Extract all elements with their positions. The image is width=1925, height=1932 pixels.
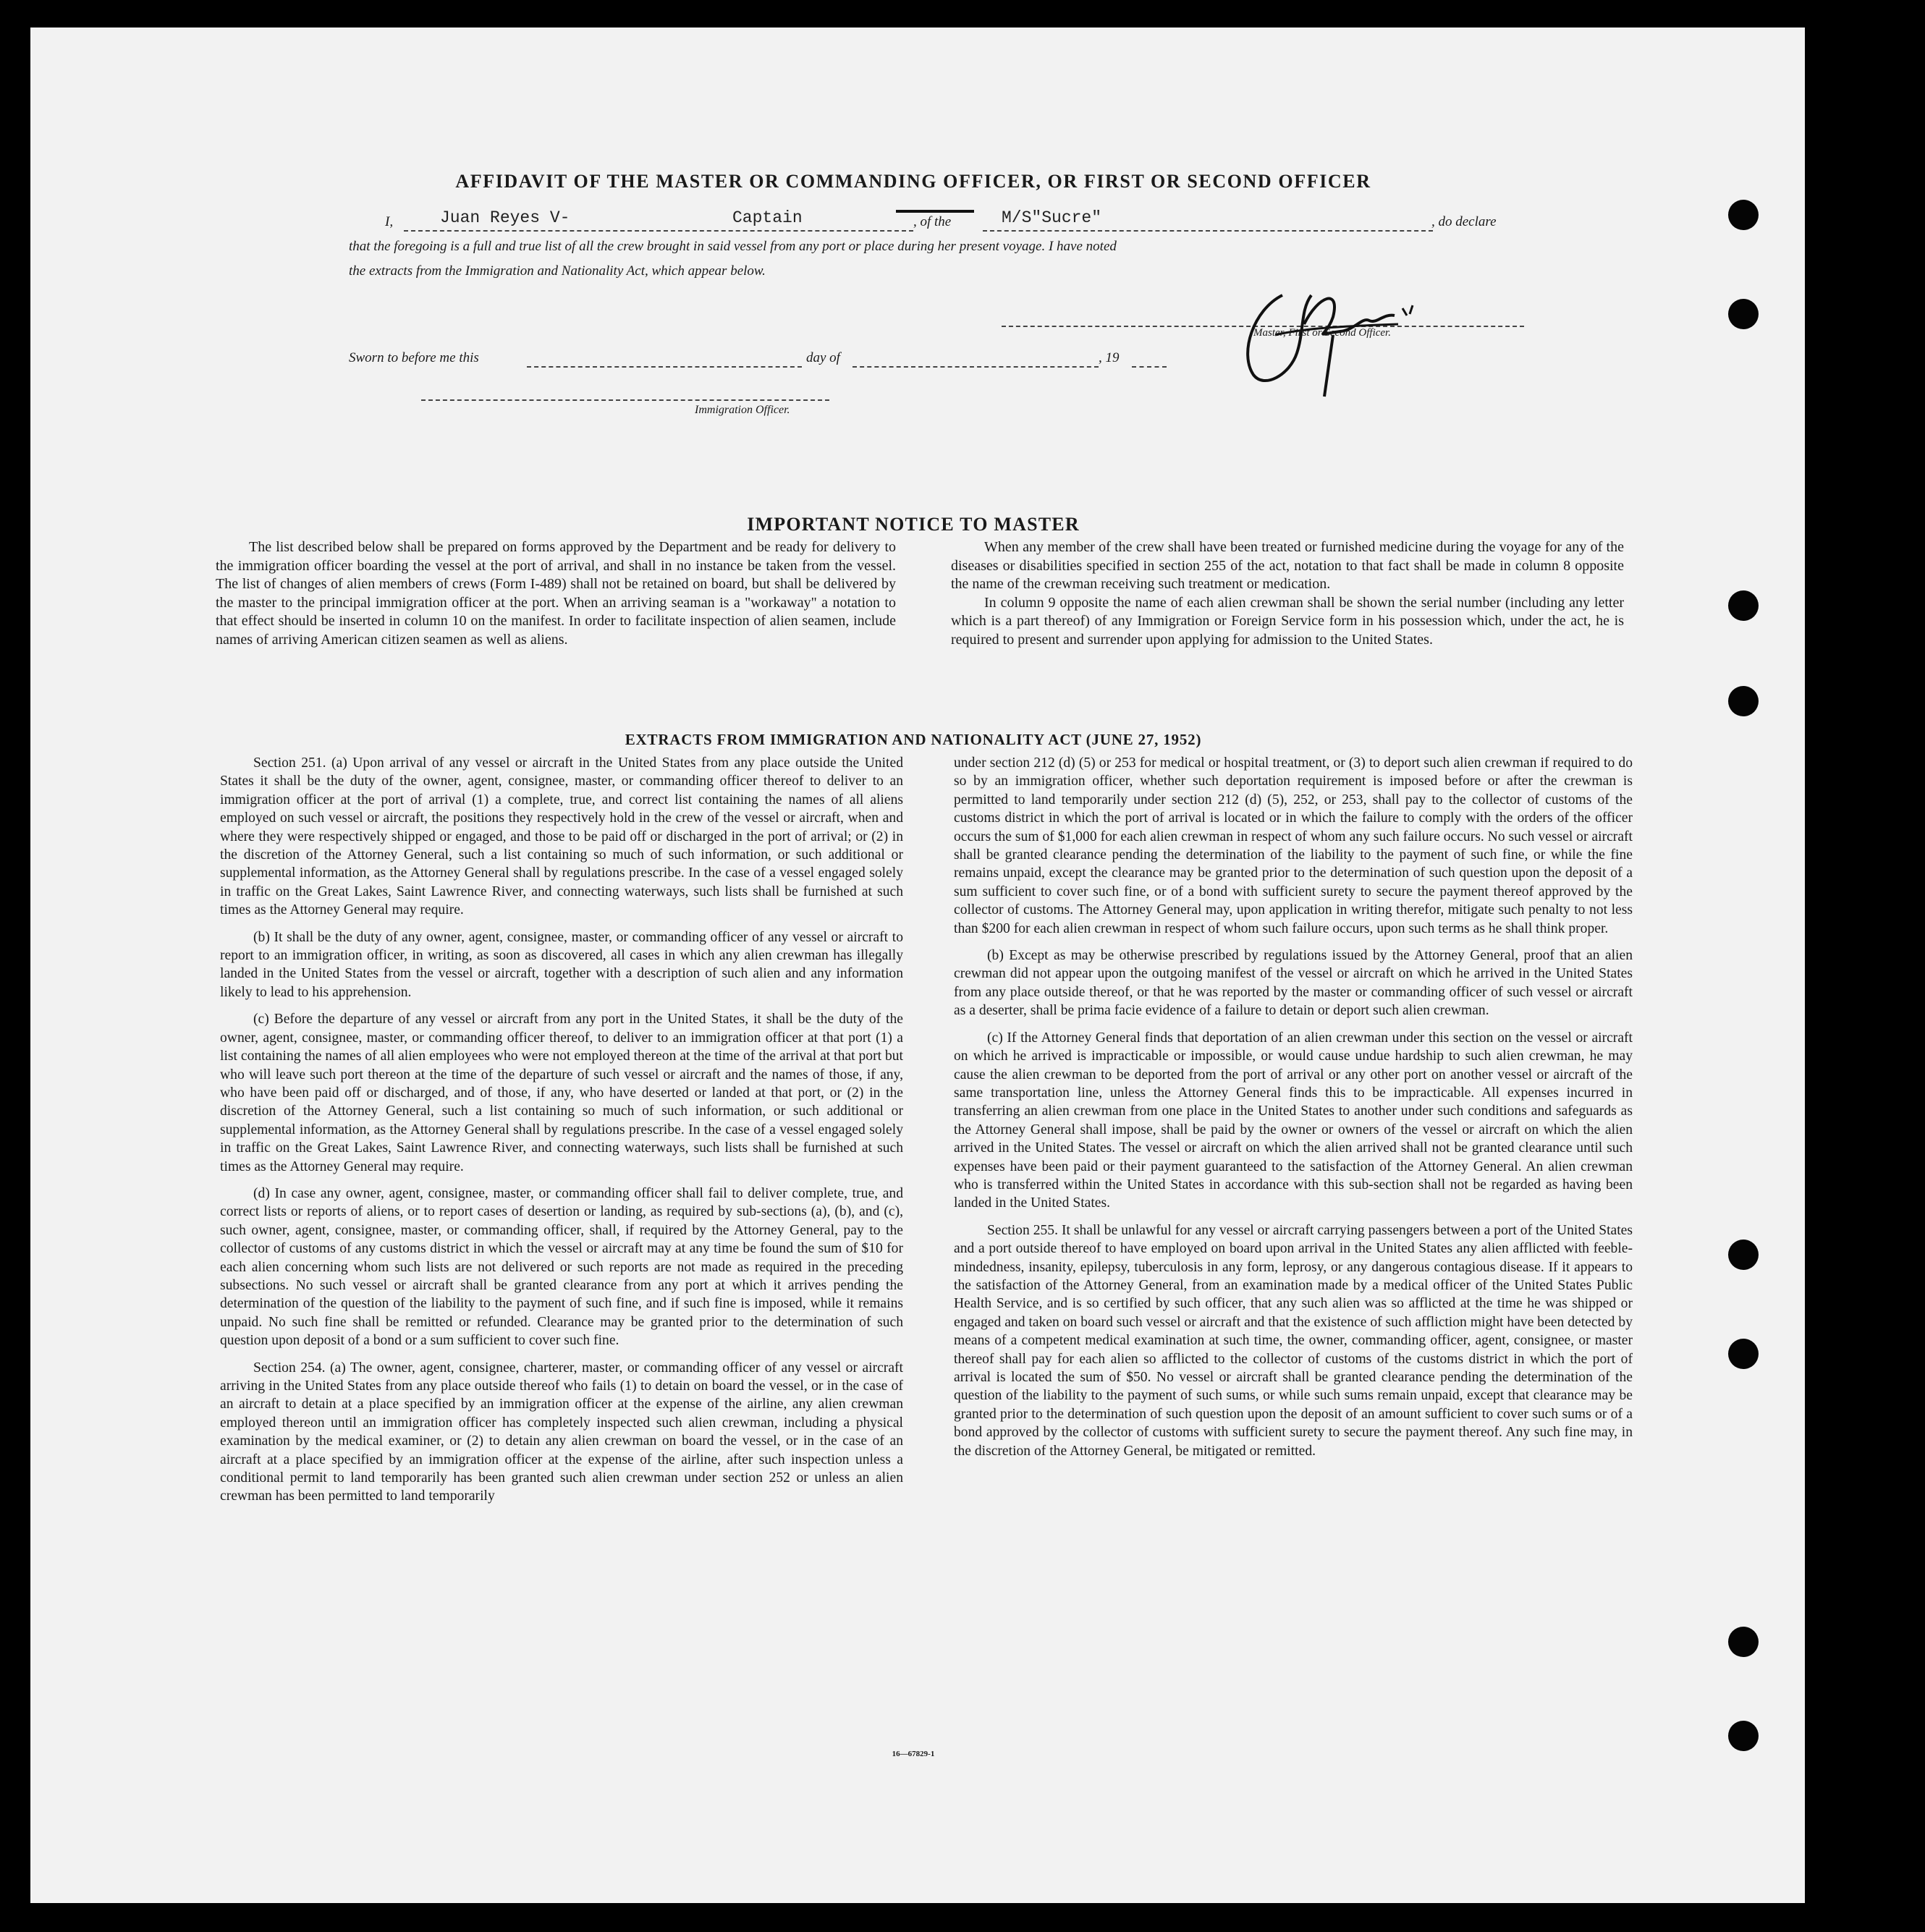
master-rank: Captain bbox=[732, 208, 803, 227]
notice-left-paragraph: The list described below shall be prepared on forms approved by the Department and be ready for delivery to the immigration officer boarding the vessel at the port of arrival, and shall in no instance be taken from the vessel. The list of changes of alien members of crews (Form I-489) shall not be retained on board, but shall be delivered by the master to the principal immigration officer at the port. When an arriving seaman is a "workaway" a notation to that effect should be inserted in column 10 on the manifest. In order to facilitate inspection of alien seamen, include names of arriving American citizen seamen as well as aliens. bbox=[216, 539, 896, 648]
notice-right-paragraph-2: In column 9 opposite the name of each alien crewman shall be shown the serial number (including any letter which is a part thereof) of any Immigration or Foreign Service form in his possession which, under the act, he is required to present and surrender upon applying for admission to the United States. bbox=[951, 594, 1624, 648]
sworn-day-blank bbox=[527, 366, 802, 368]
punch-hole bbox=[1728, 200, 1759, 230]
declaration-line-2: that the foregoing is a full and true list of all the crew brought in said vessel from any port or place during her present voyage. I have noted bbox=[349, 239, 1117, 254]
title-rule bbox=[896, 210, 974, 213]
section-254-b: (b) Except as may be otherwise prescribed by regulations issued by the Attorney General, proof that an alien crewman did not appear upon the outgoing manifest of the vessel or aircraft on which he arrived in the United States from any place outside thereof, or that he was reported by the master or commanding officer of such vessel or aircraft as a deserter, shall be prima facie evidence of a failure to detain or deport such alien crewman. bbox=[954, 948, 1633, 1019]
punch-hole bbox=[1728, 686, 1759, 716]
vessel-blank bbox=[983, 230, 1433, 232]
document-page bbox=[30, 27, 1805, 1903]
section-254-a: Section 254. (a) The owner, agent, consignee, charterer, master, or commanding officer of any vessel or aircraft arriving in the United States from any place outside thereof who fails (1) to detain on board the vessel, or in the case of an aircraft to detain at a place specified by an immigration officer at the expense of the airline, any alien crewman employed thereon until an immigration officer has completely inspected such alien crewman, including a physical examination by the medical examiner, or (2) to detain any alien crewman on board the vessel, or in the case of an aircraft at a place specified by an immigration officer at the expense of the airline, after such inspection unless a conditional permit to land temporarily has been granted such alien crewman under section 252 or unless an alien crewman has been permitted to land temporarily bbox=[220, 1360, 903, 1504]
notice-right-paragraph-1: When any member of the crew shall have been treated or furnished medicine during the voyage for any of the diseases or disabilities specified in section 255 of the act, notation to that fact shall be made in column 8 opposite the name of the crewman receiving such treatment or medication. bbox=[951, 539, 1624, 592]
notice-left-column bbox=[216, 538, 896, 649]
section-251-b: (b) It shall be the duty of any owner, agent, consignee, master, or commanding officer of any vessel or aircraft to report to an immigration officer, in writing, as soon as discovered, all cases in which any alien crewman has illegally landed in the United States from the vessel or aircraft, together with a description of such alien and any information likely to lead to his apprehension. bbox=[220, 929, 903, 1000]
of-the-label: , of the bbox=[913, 214, 952, 229]
section-251-a: Section 251. (a) Upon arrival of any vessel or aircraft in the United States from any place outside the United States it shall be the duty of the owner, agent, consignee, master, or commanding officer thereof to deliver to an immigration officer at the port of arrival (1) a complete, true, and correct list containing the names of all aliens employed on such vessel or aircraft, the positions they respectively hold in the crew of the vessel or aircraft, when and where they were respectively shipped or engaged, and those to be paid off or discharged in the port of arrival; or (2) in the discretion of the Attorney General, such a list containing so much of such information, or such additional or supplemental information, as the Attorney General shall by regulations prescribe. In the case of a vessel engaged solely in traffic on the Great Lakes, Saint Lawrence River, and connecting waterways, such lists shall be furnished at such times as the Attorney General may require. bbox=[220, 755, 903, 918]
section-254-a-continued: under section 212 (d) (5) or 253 for medical or hospital treatment, or (3) to deport such alien crewman if required to do so by an immigration officer, whether such deportation requirement is imposed before or after the crewman is permitted to land temporarily under section 212 (d) (5), 252, or 253, shall pay to the collector of customs of the customs district in which the port of arrival is located or in which the failure to comply with the orders of the officer occurs the sum of $1,000 for each alien crewman in respect of whom any such failure occurs. No such vessel or aircraft shall be granted clearance pending the determination of the liability to the payment of such fine, or while the fine remains unpaid, except the clearance may be granted prior to the determination of such question upon the deposit of a sum sufficient to cover such fine, or of a bond with sufficient surety to secure the payment thereof approved by the collector of customs. The Attorney General may, upon application in writing therefor, mitigate such penalty to not less than $200 for each alien crewman in respect of whom such failure occurs, upon such terms as he shall think proper. bbox=[954, 755, 1633, 936]
notice-right-column bbox=[951, 538, 1624, 649]
i-label: I, bbox=[385, 214, 394, 229]
section-251-c: (c) Before the departure of any vessel or aircraft from any port in the United States, it shall be the duty of the owner, agent, consignee, master, or commanding officer thereof, to deliver to an immigration officer at that port (1) a list containing the names of all alien employees who were not employed thereon at the time of the arrival at that port but who will leave such port thereon at the time of the departure of such vessel or aircraft and the names of those, if any, who have been paid off or discharged, and of those, if any, who have deserted or landed at that port, or (2) in the discretion of the Attorney General, such a list containing so much of such information, or such additional or supplemental information, as the Attorney General shall by regulations prescribe. In the case of a vessel engaged solely in traffic on the Great Lakes, Saint Lawrence River, and connecting waterways, such lists shall be furnished at such times as the Attorney General may require. bbox=[220, 1012, 903, 1174]
punch-hole bbox=[1728, 1339, 1759, 1369]
extracts-left-column bbox=[220, 754, 903, 1506]
extracts-title: EXTRACTS FROM IMMIGRATION AND NATIONALITY ACT (JUNE 27, 1952) bbox=[625, 731, 1202, 748]
punch-hole bbox=[1728, 1240, 1759, 1270]
name-blank bbox=[404, 230, 913, 232]
punch-hole bbox=[1728, 1721, 1759, 1751]
section-251-d: (d) In case any owner, agent, consignee, master, or commanding officer shall fail to deliver complete, true, and correct lists or reports of aliens, or to report cases of desertion or landing, as required by sub-sections (a), (b), and (c), such owner, agent, consignee, master, or commanding officer, shall, if required by the Attorney General, pay to the collector of customs of any customs district in which the vessel or aircraft may at any time be found the sum of $10 for each alien concerning whom such lists are not delivered or such reports are not made as required in the preceding subsections. No such vessel or aircraft shall be granted clearance from any port at which it arrives pending the determination of the question of the liability to the payment of such fine, and if such fine is imposed, while it remains unpaid. No such fine shall be remitted or refunded. Clearance may be granted prior to the determination of such question upon deposit of a bond or a sum sufficient to cover such fine. bbox=[220, 1185, 903, 1349]
sworn-label: Sworn to before me this bbox=[349, 350, 479, 365]
punch-hole bbox=[1728, 1627, 1759, 1657]
extracts-right-column bbox=[954, 754, 1633, 1460]
vessel-name: M/S"Sucre" bbox=[1002, 208, 1102, 227]
section-254-c: (c) If the Attorney General finds that deportation of an alien crewman under this section on the vessel or aircraft on which he arrived is impracticable or impossible, or would cause undue hardship to such alien crewman, he may cause the alien crewman to be deported from the port of arrival or any other port on another vessel or aircraft of the same transportation line, unless the Attorney General finds this to be impracticable. All expenses incurred in transferring an alien crewman from one place in the United States to another under such conditions and safeguards as the Attorney General shall impose, shall be paid by the owner or owners of the vessel or aircraft on which the alien arrived in the United States. The vessel or aircraft on which the alien arrived shall not be granted clearance until such expenses have been paid or their payment guaranteed to the satisfaction of the Attorney General. An alien crewman who is transferred within the United States in accordance with this sub-section shall not be regarded as having been landed in the United States. bbox=[954, 1030, 1633, 1211]
affidavit-title: AFFIDAVIT OF THE MASTER OR COMMANDING OFFICER, OR FIRST OR SECOND OFFICER bbox=[455, 171, 1371, 192]
section-255: Section 255. It shall be unlawful for any vessel or aircraft carrying passengers between a port of the United States and a port outside thereof to have employed on board upon arrival in the United States any alien afflicted with feeble-mindedness, insanity, epilepsy, tuberculosis in any form, leprosy, or any dangerous contagious disease. If it appears to the satisfaction of the Attorney General, from an examination made by a medical officer of the United States Public Health Service, and is so certified by such officer, that any such alien was so afflicted at the time he was shipped or engaged and taken on board such vessel or aircraft and that the existence of such affliction might have been detected by means of a competent medical examination at such time, the owner, commanding officer, agent, consignee, or master thereof shall pay for each alien so afflicted to the collector of customs of the customs district in which the port of arrival is located the sum of $50. No vessel or aircraft shall be granted clearance pending the determination of the question of the liability to the payment of such sums, or while such sums remain unpaid, except that clearance may be granted prior to the determination of such question upon the deposit of an amount sufficient to cover such sums or of a bond approved by the collector of customs with sufficient surety to secure the payment thereof. Any such fine may, in the discretion of the Attorney General, be mitigated or remitted. bbox=[954, 1222, 1633, 1459]
sworn-month-blank bbox=[852, 366, 1099, 368]
day-of-label: day of bbox=[806, 350, 840, 365]
master-name: Juan Reyes V- bbox=[440, 208, 570, 227]
notice-title: IMPORTANT NOTICE TO MASTER bbox=[747, 514, 1080, 535]
form-number: 16—67829-1 bbox=[892, 1750, 935, 1758]
punch-hole bbox=[1728, 299, 1759, 329]
immigration-officer-line bbox=[421, 399, 829, 401]
year-label: , 19 bbox=[1099, 350, 1120, 365]
immigration-officer-caption: Immigration Officer. bbox=[695, 404, 790, 416]
declaration-line-3: the extracts from the Immigration and Nationality Act, which appear below. bbox=[349, 263, 766, 279]
declare-label: , do declare bbox=[1431, 214, 1497, 229]
punch-hole bbox=[1728, 590, 1759, 621]
sworn-year-blank bbox=[1132, 366, 1167, 368]
signature-caption: Master, First or Second Officer. bbox=[1253, 327, 1391, 339]
